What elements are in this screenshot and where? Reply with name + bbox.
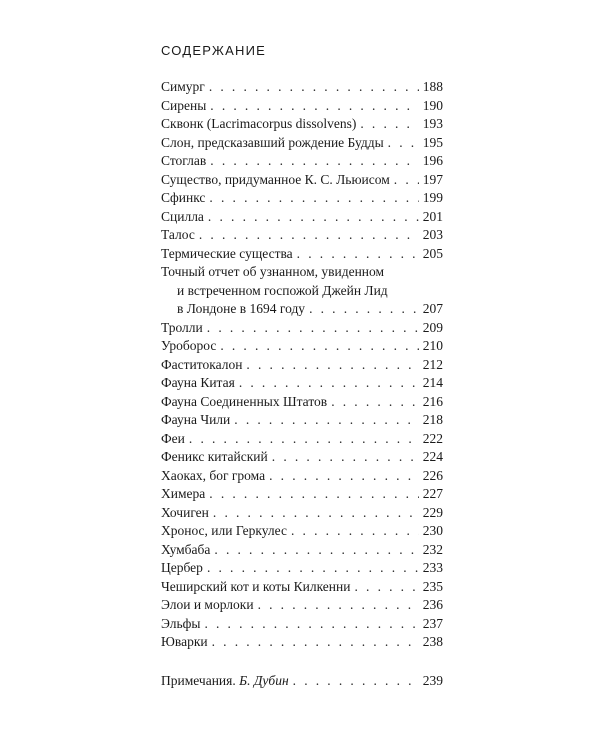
toc-entry[interactable] — [161, 541, 443, 560]
toc-entry-page: 227 — [422, 486, 443, 501]
leader-dots — [213, 504, 419, 523]
toc-entry[interactable] — [161, 208, 443, 227]
toc-entry[interactable] — [161, 596, 443, 615]
toc-entry-page: 237 — [422, 615, 443, 631]
leader-dots — [239, 374, 419, 393]
toc-entry-page: 229 — [422, 504, 443, 520]
leader-dots — [297, 245, 419, 264]
toc-entry-page: 218 — [422, 412, 443, 427]
leader-dots — [258, 596, 419, 615]
toc-entry[interactable] — [161, 615, 443, 634]
toc-entry-title-line: и встреченном госпожой Джейн Лид — [177, 282, 388, 298]
toc-entry-title: Элои и морлоки — [161, 597, 254, 612]
toc-entry-title-line: в Лондоне в 1694 году — [177, 301, 306, 316]
toc-entry[interactable] — [161, 393, 443, 412]
toc-entry-page: 203 — [422, 227, 443, 242]
toc-entry[interactable] — [161, 578, 443, 597]
toc-entry-page: 207 — [422, 301, 443, 316]
toc-entry-title: Химера — [161, 486, 206, 501]
toc-entry-page: 236 — [422, 597, 443, 612]
toc-entry-page: 235 — [422, 578, 443, 594]
leader-dots — [272, 448, 419, 467]
toc-entry-title: Хумбаба — [161, 541, 211, 557]
toc-entry-title: Эльфы — [161, 615, 201, 631]
toc-entry-page: 193 — [422, 116, 443, 131]
leader-dots — [199, 226, 419, 245]
leader-dots — [394, 171, 419, 190]
leader-dots — [208, 208, 419, 227]
toc-entry[interactable] — [161, 189, 443, 208]
toc-entry-title: Фауна Китая — [161, 375, 235, 390]
toc-entry[interactable] — [161, 356, 443, 375]
toc-entry[interactable] — [161, 245, 443, 264]
toc-entry-title: Симург — [161, 79, 205, 94]
toc-entry-notes[interactable] — [161, 672, 443, 691]
notes-author: Б. Дубин — [239, 672, 289, 688]
toc-entry-page: 216 — [422, 393, 443, 409]
toc-entry-title: Феи — [161, 430, 185, 446]
leader-dots — [360, 115, 418, 134]
toc-entry-title: Тролли — [161, 319, 203, 335]
toc-entry[interactable] — [161, 226, 443, 245]
toc-entry[interactable] — [161, 152, 443, 171]
toc-entry-page: 224 — [422, 449, 443, 464]
toc-entries — [161, 78, 443, 652]
toc-entry[interactable] — [161, 448, 443, 467]
table-of-contents — [161, 78, 443, 690]
toc-entry-page: 238 — [422, 634, 443, 649]
toc-entry-page: 239 — [422, 672, 443, 688]
leader-dots — [331, 393, 419, 412]
toc-entry-page: 233 — [422, 560, 443, 575]
toc-entry[interactable] — [161, 559, 443, 578]
leader-dots — [210, 152, 418, 171]
toc-entry[interactable] — [161, 430, 443, 449]
toc-entry-page: 212 — [422, 356, 443, 372]
toc-entry[interactable] — [161, 115, 443, 134]
leader-dots — [210, 97, 418, 116]
toc-entry-page: 196 — [422, 153, 443, 168]
leader-dots — [220, 337, 418, 356]
toc-entry-title: Юварки — [161, 634, 208, 649]
leader-dots — [209, 485, 418, 504]
leader-dots — [354, 578, 418, 597]
toc-entry[interactable] — [161, 411, 443, 430]
toc-entry-page: 188 — [422, 79, 443, 94]
toc-entry-title: Цербер — [161, 560, 203, 575]
notes-title: Примечания. — [161, 672, 236, 688]
toc-entry-title: Сфинкс — [161, 190, 206, 205]
toc-entry-page: 210 — [422, 338, 443, 353]
toc-entry-title: Стоглав — [161, 153, 207, 168]
toc-entry-page: 230 — [422, 523, 443, 538]
toc-entry[interactable] — [161, 467, 443, 486]
toc-entry-title — [161, 672, 289, 691]
toc-entry-title: Фауна Соединенных Штатов — [161, 393, 328, 409]
leader-dots — [234, 411, 418, 430]
toc-entry-page: 209 — [422, 319, 443, 335]
leader-dots — [214, 541, 418, 560]
toc-entry-title: Чеширский кот и коты Килкенни — [161, 578, 351, 594]
toc-entry[interactable] — [161, 337, 443, 356]
toc-entry-title: Сцилла — [161, 208, 204, 224]
toc-entry[interactable] — [161, 78, 443, 97]
toc-entry-title: Фауна Чили — [161, 412, 231, 427]
leader-dots — [293, 672, 419, 691]
toc-entry-title: Термические существа — [161, 245, 293, 261]
toc-entry-title: Уроборос — [161, 338, 217, 353]
toc-entry-page: 197 — [422, 171, 443, 187]
toc-entry-title: Хронос, или Геркулес — [161, 523, 287, 538]
leader-dots — [212, 633, 419, 652]
leader-dots — [204, 615, 418, 634]
leader-dots — [269, 467, 419, 486]
toc-entry[interactable] — [161, 633, 443, 652]
toc-entry[interactable] — [161, 485, 443, 504]
toc-entry[interactable] — [161, 374, 443, 393]
leader-dots — [388, 134, 419, 153]
toc-entry-page: 205 — [422, 245, 443, 261]
toc-entry[interactable] — [161, 263, 443, 319]
toc-entry[interactable] — [161, 171, 443, 190]
leader-dots — [209, 189, 418, 208]
leader-dots — [207, 559, 419, 578]
toc-entry[interactable] — [161, 504, 443, 523]
toc-entry-page: 195 — [422, 134, 443, 150]
toc-entry-title: Фаститокалон — [161, 356, 243, 372]
leader-dots — [246, 356, 418, 375]
contents-heading: СОДЕРЖАНИЕ — [161, 43, 267, 58]
toc-entry-page: 222 — [422, 430, 443, 446]
leader-dots — [189, 430, 419, 449]
toc-entry-page: 190 — [422, 97, 443, 113]
leader-dots — [291, 522, 419, 541]
toc-entry-page: 201 — [422, 208, 443, 224]
toc-entry-title: Сирены — [161, 97, 207, 113]
toc-entry-page: 232 — [422, 541, 443, 557]
toc-entry[interactable] — [161, 97, 443, 116]
toc-entry-title: Сквонк (Lacrimacorpus dissolvens) — [161, 116, 357, 131]
toc-entry-page: 214 — [422, 375, 443, 390]
toc-entry[interactable] — [161, 134, 443, 153]
leader-dots — [209, 78, 419, 97]
toc-entry-page: 226 — [422, 467, 443, 483]
toc-entry-title: Феникс китайский — [161, 449, 268, 464]
leader-dots — [207, 319, 419, 338]
toc-entry-title-line: Точный отчет об узнанном, увиденном — [161, 264, 385, 279]
toc-entry-title: Хаоках, бог грома — [161, 467, 266, 483]
toc-entry-title: Хочиген — [161, 504, 209, 520]
toc-entry[interactable] — [161, 522, 443, 541]
leader-dots — [309, 300, 419, 319]
toc-entry-title: Талос — [161, 227, 195, 242]
toc-entry[interactable] — [161, 319, 443, 338]
toc-entry-title: Слон, предсказавший рождение Будды — [161, 134, 384, 150]
toc-entry-page: 199 — [422, 190, 443, 205]
toc-entry-title: Существо, придуманное К. С. Льюисом — [161, 171, 390, 187]
